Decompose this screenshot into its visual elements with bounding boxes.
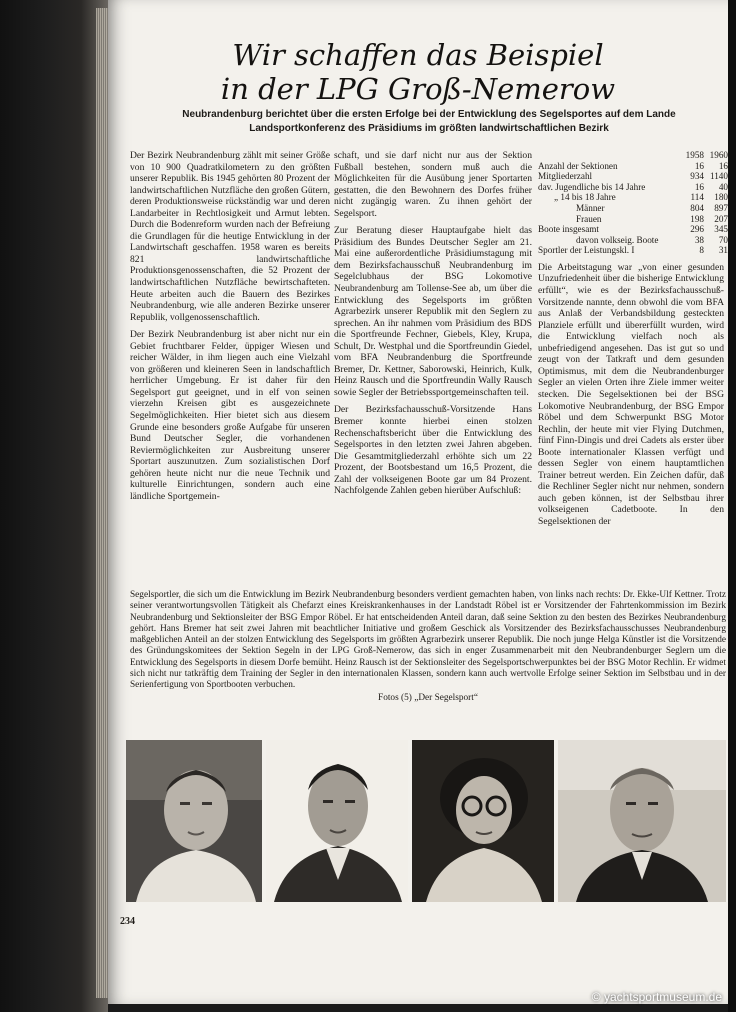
statistics-table-body bbox=[538, 161, 728, 256]
photo-caption bbox=[130, 590, 726, 704]
table-row bbox=[538, 214, 728, 225]
table-cell-label: Mitgliederzahl bbox=[538, 171, 593, 182]
paragraph: Zur Beratung dieser Hauptaufgabe hielt das Präsidium des Bundes Deutscher Segler am 21. Mai eine außerordentliche Präsidiumstagung mit dem Bezirksfachausschuß Neubrandenburg im Segelclubhaus der BSG Lokomotive Neubrandenburg am Tollense-See ab, um über die Entwicklung des Segelsports im größten Agrarbezirk unserer Republik mit den Seglern zu sprechen. An ihr nahmen vom Präsidium des BDS die Sportfreunde Fechner, Giebels, Kley, Krupa, Schult, Dr. Westphal und die Sportfreundin Giedel, vom BFA Neubrandenburg die Sportfreunde Bremer, Dr. Kettner, Saborowski, Heinrich, Kulk, Heinz Rausch und die Sportfreundin Wally Rausch sowie Segler der Betriebssportgemeinschaften teil. bbox=[334, 225, 532, 398]
table-row bbox=[538, 171, 728, 182]
table-cell-1960: 1140 bbox=[709, 171, 728, 182]
subtitle-line-1: Neubrandenburg berichtet über die ersten Erfolge bei der Entwicklung des Segelsportes auf dem Lande bbox=[182, 109, 676, 120]
right-page-edge bbox=[728, 0, 736, 1012]
portrait-photo-kuenstler bbox=[412, 740, 554, 902]
table-cell-label: dav. Jugendliche bis 14 Jahre bbox=[538, 181, 646, 192]
table-cell-label: Frauen bbox=[576, 213, 602, 224]
table-cell-1958: 804 bbox=[690, 202, 704, 213]
paragraph: Der Bezirksfachausschuß-Vorsitzende Hans Bremer konnte hierbei einen stolzen Rechenschaftsbericht über die Entwicklung des Segelsportes in den letzten zwei Jahren abgeben. Die Gesamtmitgliederzahl erhöhte sich um 22 Prozent, der Bootsbestand um 16,5 Prozent, die Zahl der volkseigenen Boote gar um 84 Prozent. Nachfolgende Zahlen geben hierüber Aufschluß: bbox=[334, 404, 532, 497]
caption-text: Segelsportler, die sich um die Entwicklung im Bezirk Neubrandenburg besonders verdient gemachten haben, von links nach rechts: Dr. Ekke-Ulf Kettner. Trotz seiner verantwortungsvollen Tätigkeit als Chefarzt eines Kreiskrankenhauses in der Landstadt Röbel ist er Vorsitzender der Fahrtenkommission im Bezirk Neubrandenburg und Sektionsleiter der BSG Empor Röbel. Er hat entscheidenden Anteil daran, daß seine Sektion zu den besten des Bezirkes Neubrandenburg gehört. Hans Bremer hat seit zwei Jahren mit beachtlicher Initiative und großem Geschick als Vorsitzender des Bezirksfachausschusses Neubrandenburg maßgeblichen Anteil an der stolzen Entwicklung des Segelsports im größten Agrarbezirk unserer Republik. Die noch junge Helga Künstler ist die Vorsitzende des Gründungskomitees der Sektion Segeln in der LPG Groß-Nemerow, das sich in enger Zusammenarbeit mit den Neubrandenburger Seglern um die Entwicklung des Segelsports in diesem Dorfe bemüht. Heinz Rausch ist der Sektionsleiter des Segelsportschwerpunktes bei der BSG Motor Rechlin. Er widmet sich nicht nur tatkräftig dem Training der Segler in den internationalen Klassen, sondern kann auch wertvolle Erfolge seiner Sektion im Selbstbau und in der Serienfertigung von Sportbooten verbuchen. bbox=[130, 590, 726, 691]
table-row bbox=[538, 161, 728, 172]
portrait-photo-kettner bbox=[126, 740, 262, 902]
subtitle-line-2: Landsportkonferenz des Präsidiums im größten landwirtschaftlichen Bezirk bbox=[249, 123, 609, 134]
table-cell-1960: 40 bbox=[718, 181, 728, 192]
magazine-page bbox=[108, 0, 728, 1004]
portrait-photo-rausch bbox=[558, 740, 726, 902]
paragraph: Die Arbeitstagung war „von einer gesunden Unzufriedenheit über die bisherige Entwicklung erfüllt“, wie es der Bezirksfachausschuß-Vorsitzende nannte, denn obwohl die vom BFA aus Anlaß der Verbandsbildung gesteckten Planziele erfüllt und übererfüllt wurden, wird die Entwicklung vielfach noch als unbefriedigend angesehen. Das ist gut so und zeugt von der Tatkraft und dem gesunden Optimismus, mit dem die Neubrandenburger Segler an vielen Orten ihre Ziele immer weiter stecken. Die Segelsektionen bei der BSG Lokomotive Neubrandenburg, der BSG Empor Röbel und dem Schwerpunkt BSG Motor Rechlin, der heute mit vier Flying Dutchmen, fünf Finn-Dingis und drei Cadets als erster über Boote internationaler Klassen verfügt und dessen Segler von einem hauptamtlichen Trainer betreut werden. Ein Zeichen dafür, daß die Rechliner Segler nicht nur nehmen, sondern auch geben können, ist der Selbstbau ihrer volkseigenen Cadetboote. In den Segelsektionen der bbox=[538, 261, 724, 527]
text-column-3 bbox=[538, 150, 728, 534]
table-header-row bbox=[538, 150, 728, 161]
table-row bbox=[538, 192, 728, 203]
article-title-line-1: Wir schaffen das Beispiel bbox=[232, 38, 604, 72]
table-cell-1958: 16 bbox=[694, 181, 704, 192]
table-cell-1960: 70 bbox=[718, 234, 728, 245]
table-cell-label: Boote insgesamt bbox=[538, 224, 599, 235]
table-cell-1960: 207 bbox=[714, 213, 728, 224]
table-cell-label: Sportler der Leistungskl. I bbox=[538, 245, 635, 256]
table-cell-1958: 198 bbox=[690, 213, 704, 224]
table-header-year: 1960 bbox=[709, 150, 728, 160]
paragraph: Der Bezirk Neubrandenburg zählt mit seiner Größe von 10 900 Quadratkilometern zu den größten unserer Republik. Bis 1945 gehörten 80 Prozent der landwirtschaftlichen Nutzfläche den großen Gütern, deren Produktionsweise rückständig war und deren Landarbeiter in Rechtlosigkeit und Armut lebten. Durch die Bodenreform wurden nach der Befreiung die Grundlagen für die heutige Entwicklung in der Landwirtschaft geschaffen. 1958 waren es bereits 821 landwirtschaftliche Produktionsgenossenschaften, die 52 Prozent der landwirtschaftlichen Nutzfläche bewirtschafteten. Heute arbeiten auch die Bauern des Bezirkes Neubrandenburg, wie alle anderen Bezirke unserer Republik, vollgenossenschaftlich. bbox=[130, 150, 330, 323]
paragraph: Der Bezirk Neubrandenburg ist aber nicht nur ein Gebiet fruchtbarer Felder, üppiger Wiesen und reicher Wälder, in ihm liegen auch eine Vielzahl von größeren und kleineren Seen in landschaftlich herrlicher Umgebung. Er ist daher für den Segelsport gut geeignet, und in elf von seinen vierzehn Kreisen gibt es ausgezeichnete Segelmöglichkeiten. Hier bietet sich aus diesem Grunde eine besonders große Aufgabe für unseren Bund Deutscher Segler, die vorhandenen Reviermöglichkeiten zur Ausbreitung unserer Sportart auszunutzen. Zum sozialistischen Dorf gehören heute nicht nur die neue Technik und kulturelle Einrichtungen, sondern auch eine ländliche Sportgemein- bbox=[130, 329, 330, 502]
table-cell-1958: 114 bbox=[690, 192, 704, 203]
table-cell-1958: 38 bbox=[694, 234, 704, 245]
table-cell-1960: 897 bbox=[714, 202, 728, 213]
table-cell-1958: 296 bbox=[690, 224, 704, 235]
statistics-table bbox=[538, 150, 728, 256]
table-cell-label: Anzahl der Sektionen bbox=[538, 160, 618, 171]
portrait-photos bbox=[126, 740, 726, 902]
table-cell-label: Männer bbox=[576, 202, 605, 213]
paragraph: schaft, und sie darf nicht nur aus der Sektion Fußball bestehen, sondern muß auch die Möglichkeiten für die Ausübung jener Sportarten gestatten, die den Bewohnern des Dorfes früher nicht zugängig waren. Zu ihnen gehört der Segelsport. bbox=[334, 150, 532, 219]
table-cell-1960: 180 bbox=[714, 192, 728, 203]
table-row bbox=[538, 182, 728, 193]
watermark-credit: © yachtsportmuseum.de bbox=[591, 990, 722, 1004]
table-row bbox=[538, 203, 728, 214]
article-subtitle bbox=[138, 108, 720, 136]
table-header-spacer bbox=[538, 150, 680, 161]
table-row bbox=[538, 245, 728, 256]
table-cell-1958: 16 bbox=[694, 160, 704, 171]
table-row bbox=[538, 224, 728, 235]
table-cell-1960: 31 bbox=[718, 245, 728, 256]
text-column-2 bbox=[334, 150, 532, 503]
table-cell-1958: 8 bbox=[699, 245, 704, 256]
table-cell-label: davon volkseig. Boote bbox=[576, 234, 659, 245]
page-number: 234 bbox=[120, 916, 135, 927]
book-spine bbox=[0, 0, 108, 1012]
table-cell-1958: 934 bbox=[690, 171, 704, 182]
table-cell-1960: 16 bbox=[718, 160, 728, 171]
table-header-year: 1958 bbox=[685, 150, 704, 160]
table-cell-1960: 345 bbox=[714, 224, 728, 235]
table-row bbox=[538, 235, 728, 246]
article-title-line-2: in der LPG Groß-Nemerow bbox=[220, 72, 616, 106]
text-column-1 bbox=[130, 150, 330, 508]
table-cell-label: „ 14 bis 18 Jahre bbox=[554, 192, 616, 203]
photo-credit: Fotos (5) „Der Segelsport“ bbox=[378, 692, 478, 703]
portrait-photo-bremer bbox=[266, 740, 408, 902]
